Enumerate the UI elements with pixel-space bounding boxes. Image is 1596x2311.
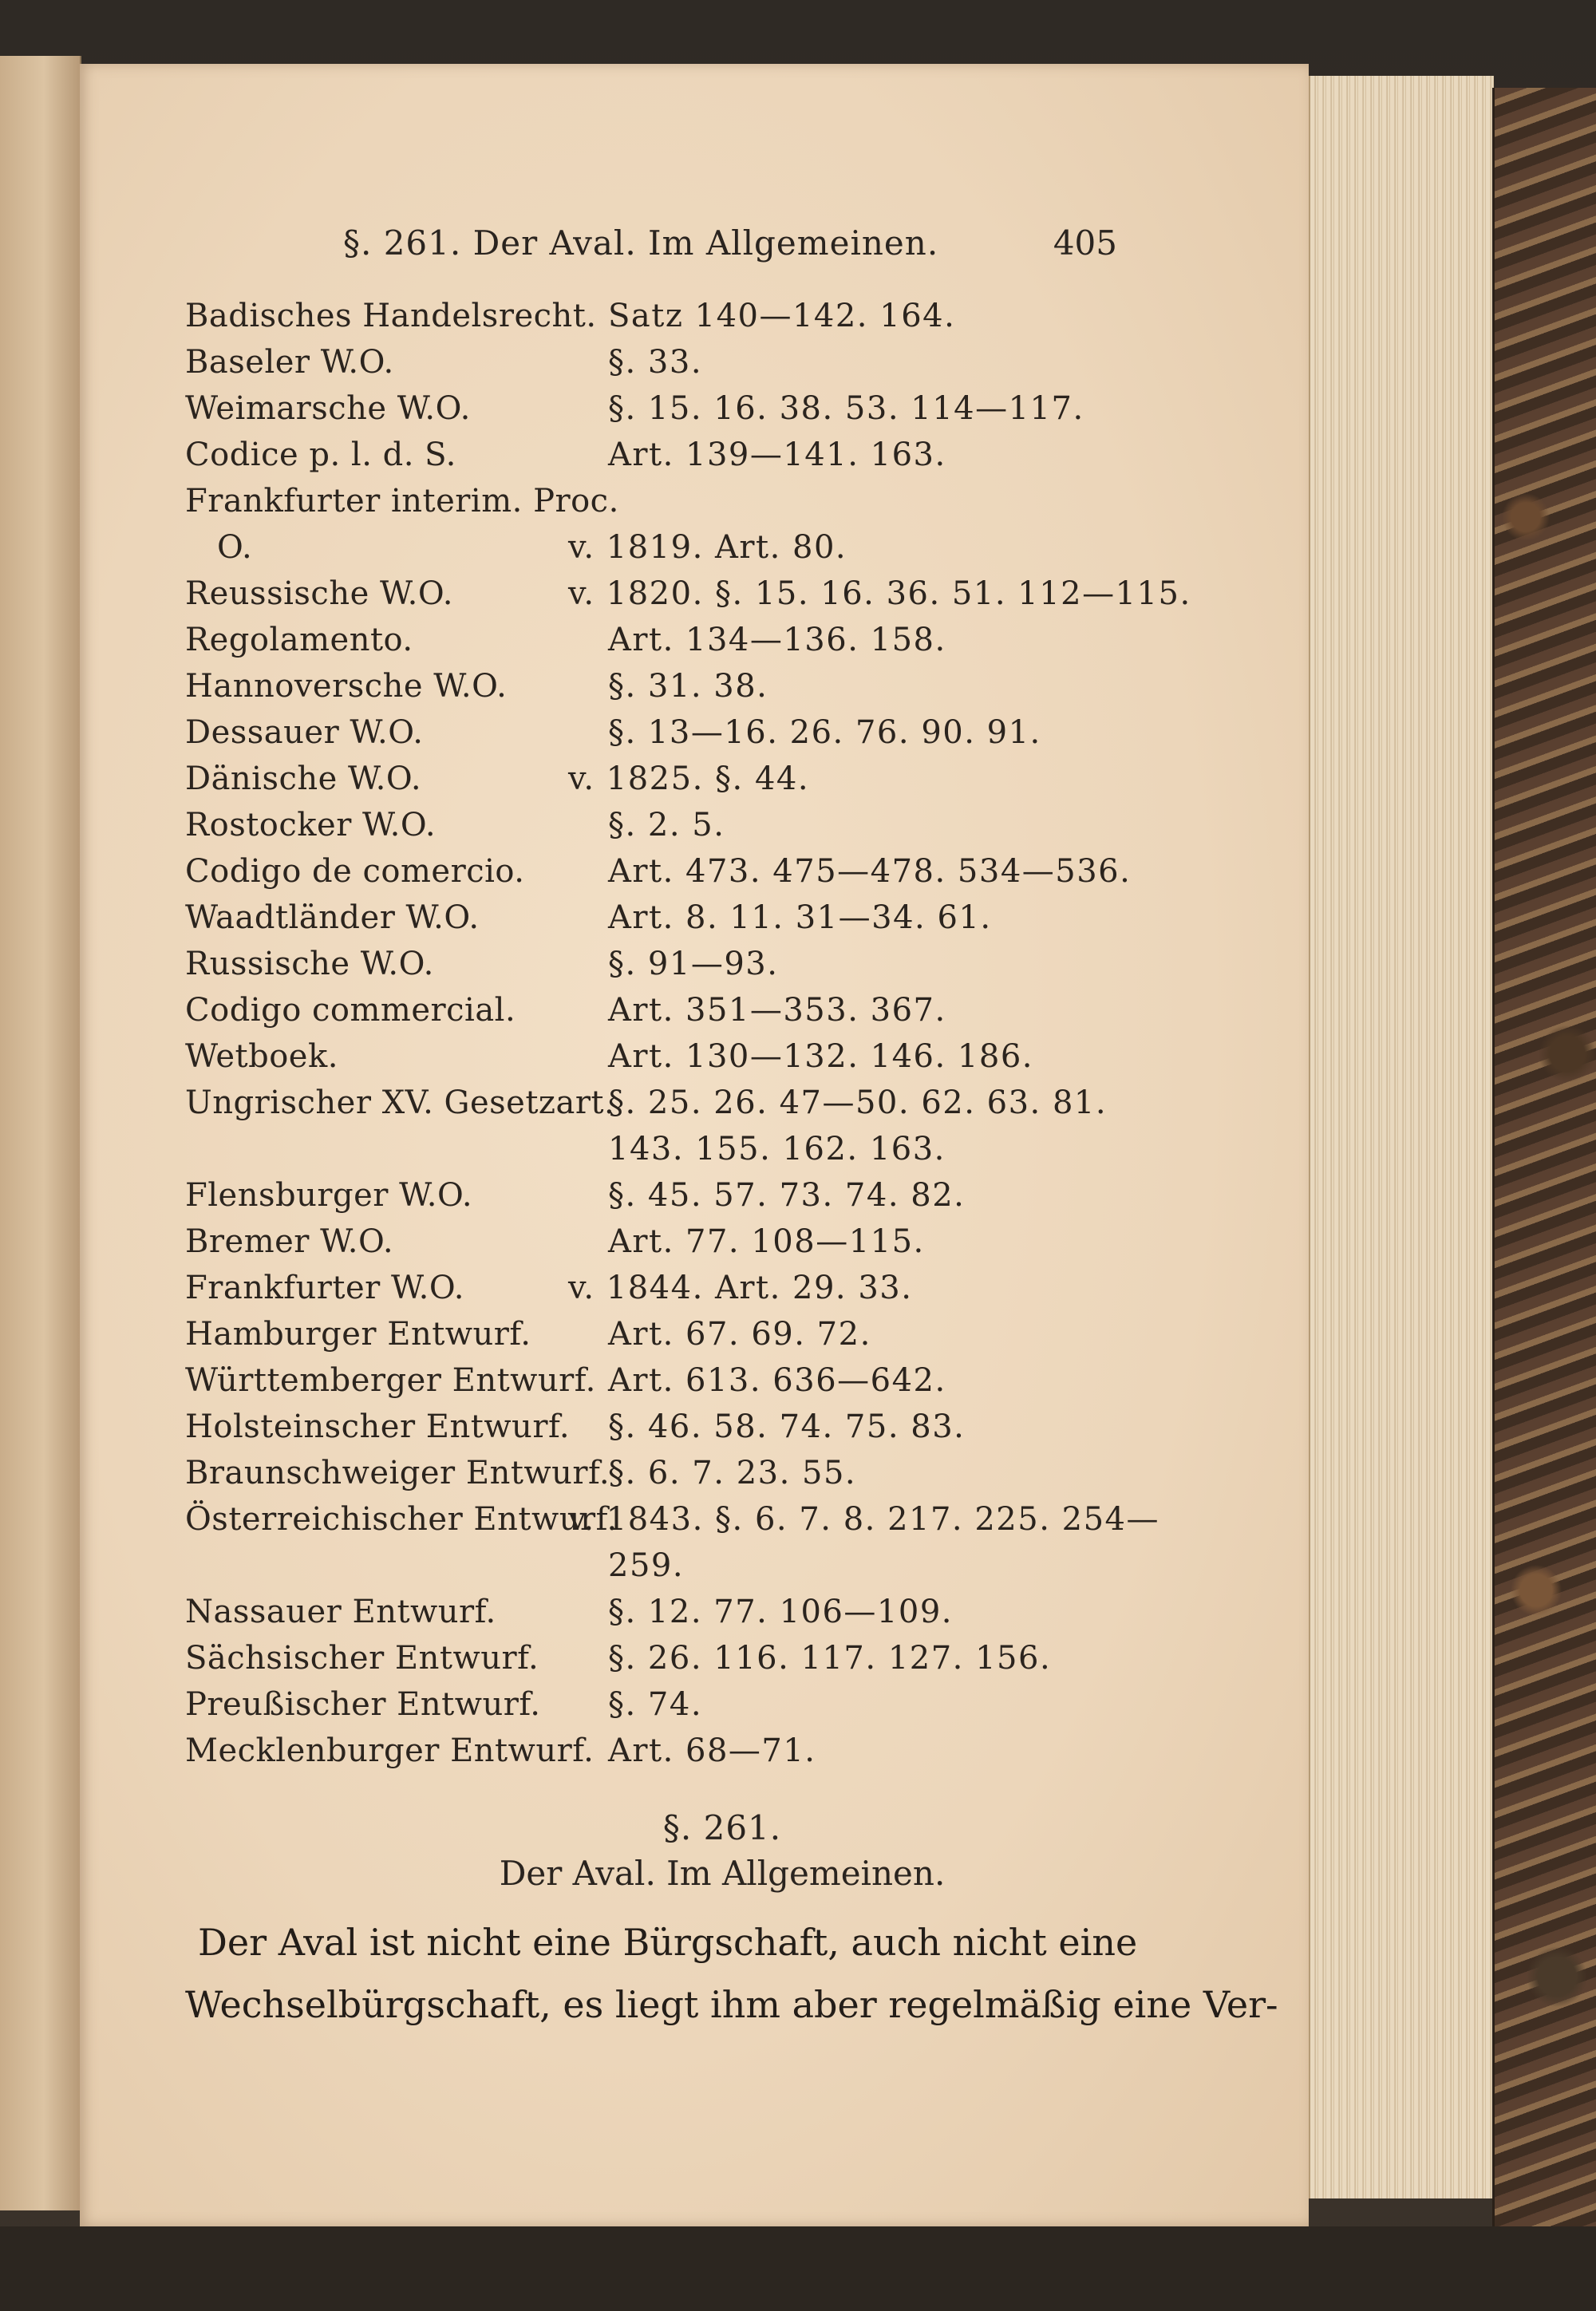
code-reference: v. 1819. Art. 80. (568, 529, 847, 566)
list-item (185, 529, 1159, 575)
list-item (185, 1594, 1159, 1640)
code-name: Reussische W.O. (185, 575, 453, 612)
code-name: Badisches Handelsrecht. (185, 298, 597, 334)
list-item (185, 992, 1159, 1038)
code-name: Preußischer Entwurf. (185, 1686, 541, 1723)
list-item (185, 1223, 1159, 1270)
list-item (185, 437, 1159, 483)
list-item (185, 899, 1159, 946)
code-name: O. (217, 529, 253, 566)
list-item (185, 1131, 1159, 1177)
marbled-cover (1492, 88, 1596, 2234)
code-name: Braunschweiger Entwurf. (185, 1455, 610, 1491)
code-reference: Art. 473. 475—478. 534—536. (608, 853, 1132, 890)
code-name: Frankfurter interim. Proc. (185, 483, 619, 519)
code-reference: §. 15. 16. 38. 53. 114—117. (608, 390, 1084, 427)
list-item (185, 1686, 1159, 1732)
code-reference: §. 2. 5. (608, 807, 725, 843)
code-name: Weimarsche W.O. (185, 390, 471, 427)
code-name: Flensburger W.O. (185, 1177, 473, 1214)
code-reference: §. 25. 26. 47—50. 62. 63. 81. (608, 1084, 1108, 1121)
code-reference: v. 1843. §. 6. 7. 8. 217. 225. 254— (568, 1501, 1159, 1538)
running-title: §. 261. Der Aval. Im Allgemeinen. (343, 223, 939, 263)
code-name: Frankfurter W.O. (185, 1270, 464, 1306)
code-reference: §. 12. 77. 106—109. (608, 1594, 953, 1630)
list-item (185, 575, 1191, 622)
section-title: Der Aval. Im Allgemeinen. (499, 1854, 946, 1893)
code-reference: Art. 613. 636—642. (608, 1362, 946, 1399)
list-item (185, 390, 1159, 437)
code-name: Codice p. l. d. S. (185, 437, 456, 473)
code-reference: §. 91—93. (608, 946, 779, 982)
list-item (185, 1732, 1159, 1779)
list-item (185, 1084, 1159, 1131)
code-reference: §. 26. 116. 117. 127. 156. (608, 1640, 1052, 1677)
code-reference: Art. 8. 11. 31—34. 61. (608, 899, 992, 936)
code-name: Sächsischer Entwurf. (185, 1640, 539, 1677)
list-item (185, 344, 1159, 390)
code-reference: v. 1825. §. 44. (568, 760, 810, 797)
list-item (185, 760, 1159, 807)
code-name: Ungrischer XV. Gesetzart. (185, 1084, 615, 1121)
code-reference: Art. 139—141. 163. (608, 437, 946, 473)
section-number: §. 261. (662, 1808, 782, 1847)
list-item (185, 714, 1159, 760)
page-number: 405 (1053, 223, 1117, 263)
code-reference: §. 74. (608, 1686, 703, 1723)
code-reference: §. 31. 38. (608, 668, 768, 705)
list-item (185, 1501, 1159, 1547)
code-reference: Art. 130—132. 146. 186. (608, 1038, 1033, 1075)
code-name: Waadtländer W.O. (185, 899, 480, 936)
code-name: Codigo commercial. (185, 992, 516, 1029)
code-reference: Art. 68—71. (608, 1732, 816, 1769)
code-reference-list (185, 298, 1191, 1779)
code-reference: v. 1844. Art. 29. 33. (568, 1270, 913, 1306)
paragraph-line: Der Aval ist nicht eine Bürgschaft, auch nicht eine (198, 1921, 1138, 1964)
code-reference: Art. 134—136. 158. (608, 622, 946, 658)
list-item (185, 1177, 1159, 1223)
code-reference: §. 33. (608, 344, 703, 381)
code-name: Dänische W.O. (185, 760, 422, 797)
code-name: Württemberger Entwurf. (185, 1362, 596, 1399)
bottom-shadow (0, 2226, 1596, 2311)
code-reference: Art. 77. 108—115. (608, 1223, 925, 1260)
code-name: Dessauer W.O. (185, 714, 424, 751)
list-item (185, 1640, 1159, 1686)
list-item (185, 298, 1159, 344)
code-reference: §. 13—16. 26. 76. 90. 91. (608, 714, 1041, 751)
code-reference-continuation: 143. 155. 162. 163. (608, 1131, 946, 1167)
code-name: Hannoversche W.O. (185, 668, 508, 705)
code-name: Codigo de comercio. (185, 853, 525, 890)
code-reference: Art. 67. 69. 72. (608, 1316, 871, 1353)
list-item (185, 1455, 1159, 1501)
code-name: Regolamento. (185, 622, 413, 658)
list-item (185, 1270, 1159, 1316)
code-name: Russische W.O. (185, 946, 434, 982)
code-name: Wetboek. (185, 1038, 338, 1075)
code-name: Bremer W.O. (185, 1223, 394, 1260)
code-name: Rostocker W.O. (185, 807, 437, 843)
code-name: Nassauer Entwurf. (185, 1594, 496, 1630)
list-item (185, 668, 1159, 714)
code-reference: §. 6. 7. 23. 55. (608, 1455, 857, 1491)
list-item (185, 1316, 1159, 1362)
code-reference: §. 46. 58. 74. 75. 83. (608, 1408, 966, 1445)
paragraph-line: Wechselbürgschaft, es liegt ihm aber regelmäßig eine Ver- (185, 1983, 1278, 2026)
code-reference-continuation: 259. (608, 1547, 685, 1584)
list-item (185, 807, 1159, 853)
code-reference: §. 45. 57. 73. 74. 82. (608, 1177, 966, 1214)
code-name: Österreichischer Entwurf. (185, 1501, 618, 1538)
code-name: Mecklenburger Entwurf. (185, 1732, 595, 1769)
code-name: Baseler W.O. (185, 344, 394, 381)
body-paragraph (185, 1911, 1278, 2036)
code-reference: v. 1820. §. 15. 16. 36. 51. 112—115. (568, 575, 1191, 612)
list-item (185, 483, 1159, 529)
code-reference: Satz 140—142. 164. (608, 298, 956, 334)
list-item (185, 853, 1159, 899)
list-item (185, 946, 1159, 992)
list-item (185, 1362, 1159, 1408)
list-item (185, 1408, 1159, 1455)
list-item (185, 622, 1159, 668)
code-reference: Art. 351—353. 367. (608, 992, 946, 1029)
code-name: Hamburger Entwurf. (185, 1316, 531, 1353)
code-name: Holsteinscher Entwurf. (185, 1408, 571, 1445)
list-item (185, 1038, 1159, 1084)
list-item (185, 1547, 1159, 1594)
